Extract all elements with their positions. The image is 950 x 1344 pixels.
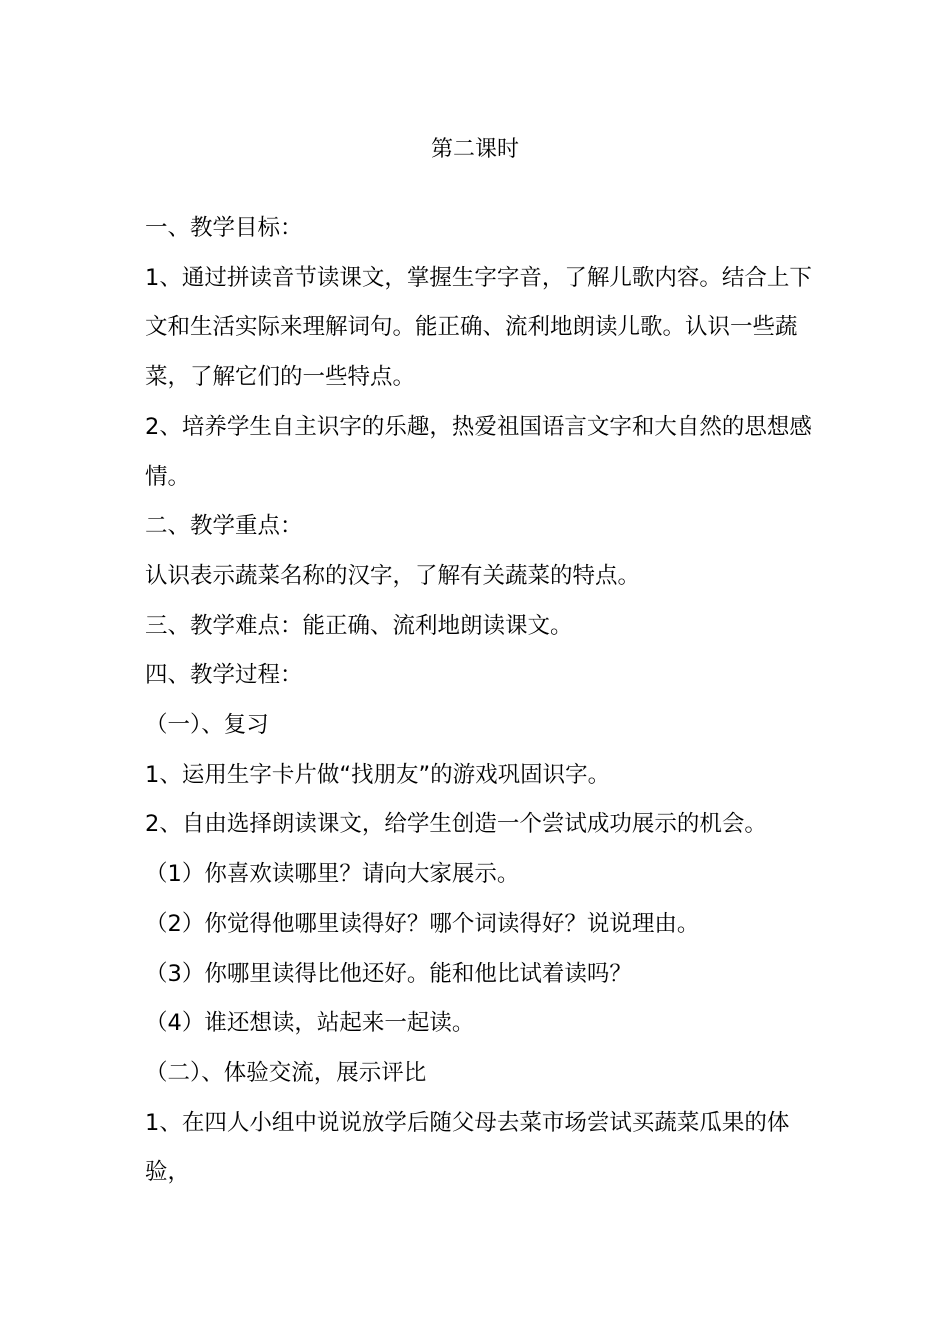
question-1: （1）你喜欢读哪里？请向大家展示。 — [145, 861, 520, 888]
heading-process: 四、教学过程： — [145, 662, 303, 689]
objective-2: 2、培养学生自主识字的乐趣，热爱祖国语言文字和大自然的思想感情。 — [145, 413, 812, 490]
heading-key-points: 二、教学重点： — [145, 513, 303, 540]
objective-1: 1、通过拼读音节读课文，掌握生字字音，了解儿歌内容。结合上下文和生活实际来理解词句。能正确、流利地朗读儿歌。认识一些蔬菜，了解它们的一些特点。 — [145, 264, 812, 391]
question-4: （4）谁还想读，站起来一起读。 — [145, 1010, 475, 1037]
heading-objectives: 一、教学目标： — [145, 215, 303, 241]
question-3: （3）你哪里读得比他还好。能和他比试着读吗？ — [145, 960, 632, 987]
section-review: （一）、复习 — [145, 712, 269, 739]
key-points-text: 认识表示蔬菜名称的汉字，了解有关蔬菜的特点。 — [145, 562, 641, 589]
question-2: （2）你觉得他哪里读得好？哪个词读得好？说说理由。 — [145, 910, 700, 937]
section-exchange: （二）、体验交流，展示评比 — [145, 1059, 427, 1086]
page-title: 第二课时 — [430, 137, 519, 162]
review-step-2: 2、自由选择朗读课文，给学生创造一个尝试成功展示的机会。 — [145, 811, 767, 838]
exchange-step-1: 1、在四人小组中说说放学后随父母去菜市场尝试买蔬菜瓜果的体验， — [145, 1109, 790, 1186]
review-step-1: 1、运用生字卡片做“找朋友”的游戏巩固识字。 — [145, 761, 611, 788]
heading-difficulties: 三、教学难点：能正确、流利地朗读课文。 — [145, 612, 573, 639]
document-body — [145, 204, 825, 1198]
